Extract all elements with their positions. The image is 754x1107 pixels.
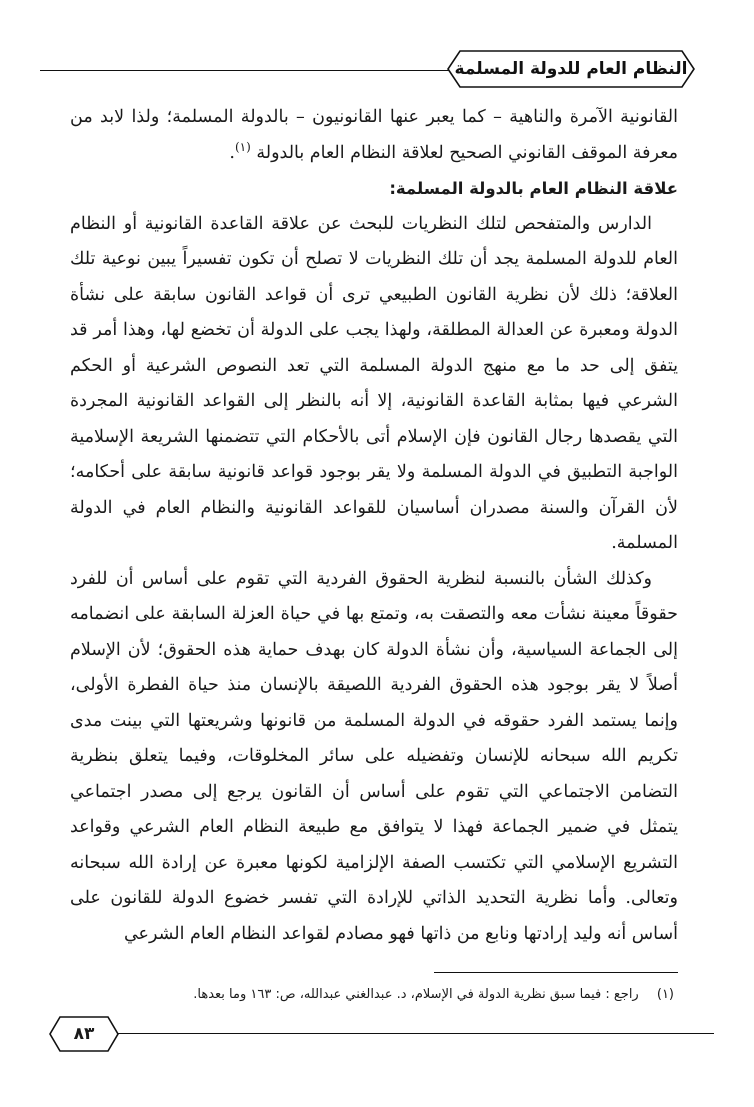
page-number-badge: [48, 1015, 120, 1053]
page-number: ٨٣: [73, 1024, 95, 1044]
footnote-text: راجع : فيما سبق نظرية الدولة في الإسلام، د. عبدالغني عبدالله، ص: ١٦٣ وما بعدها.: [193, 987, 639, 1002]
footnote-separator: [434, 972, 678, 973]
footnote: [70, 984, 674, 1006]
running-title: النظام العام للدولة المسلمة: [454, 59, 688, 79]
footer-rule: [116, 1033, 714, 1034]
paragraph-3: وكذلك الشأن بالنسبة لنظرية الحقوق الفردية التي تقوم على أساس أن للفرد حقوقاً معينة نشأت معه والتصقت به، وتمتع بها في حياة العزلة السابقة على انضمامه إلى الجماعة السياسية، وأن نشأة الدولة كان بهدف حماية هذه الحقوق؛ لأن الإسلام أصلاً لا يقر بوجود هذه الحقوق الفردية اللصيقة بالإنسان منذ حياة الفطرة الأولى، وإنما يستمد الفرد حقوقه في الدولة المسلمة من قانونها وشريعتها التي بينت مدى تكريم الله سبحانه للإنسان وتفضيله على سائر المخلوقات، وفيما يتعلق بنظرية التضامن الاجتماعي التي تقوم على أساس أن القانون يرجع إلى مصدر اجتماعي يتمثل في ضمير الجماعة فهذا لا يتوافق مع طبيعة النظام العام الشرعي وقواعد التشريع الإسلامي التي تكتسب الصفة الإلزامية لكونها معبرة عن إرادة الله سبحانه وتعالى. وأما نظرية التحديد الذاتي للإرادة التي تفسر خضوع الدولة للقانون على أساس أنه وليد إرادتها ونابع من ذاتها فهو مصادم لقواعد النظام العام الشرعي: [70, 568, 678, 944]
footnote-number: (١): [656, 987, 674, 1002]
running-header: [446, 49, 696, 89]
paragraph-1-text: القانونية الآمرة والناهية – كما يعبر عنها القانونيون – بالدولة المسلمة؛ ولذا لابد من معرفة الموقف القانوني الصحيح لعلاقة النظام العام بالدولة: [70, 107, 678, 163]
section-heading: علاقة النظام العام بالدولة المسلمة:: [389, 179, 678, 198]
main-text: [70, 100, 678, 952]
paragraph-2: الدارس والمتفحص لتلك النظريات للبحث عن علاقة القاعدة القانونية أو النظام العام للدولة المسلمة يجد أن تلك النظريات لا تصلح أن تكون تفسيراً يبين نوعية تلك العلاقة؛ ذلك لأن نظرية القانون الطبيعي ترى أن قواعد القانون سابقة على نشأة الدولة ومعبرة عن العدالة المطلقة، ولهذا يجب على الدولة أن تخضع لها، وهذا أمر قد يتفق إلى حد ما مع منهج الدولة المسلمة التي تعد النصوص الشرعية أو الحكم الشرعي فيها بمثابة القاعدة القانونية، إلا أنه بالنظر إلى القواعد القانونية المجردة التي يقصدها رجال القانون فإن الإسلام أتى بالأحكام التي تتضمنها الشريعة الإسلامية الواجبة التطبيق في الدولة المسلمة ولا يقر بوجود قواعد قانونية سابقة على أحكامه؛ لأن القرآن والسنة مصدران أساسيان للقواعد القانونية والنظام العام في الدولة المسلمة.: [70, 213, 678, 553]
footnote-reference: (١): [234, 139, 251, 154]
paragraph-1: القانونية الآمرة والناهية – كما يعبر عنها القانونيون – بالدولة المسلمة؛ ولذا لابد من معرفة الموقف القانوني الصحيح لعلاقة النظام العام بالدولة $^{(١)}$.: [70, 107, 678, 163]
